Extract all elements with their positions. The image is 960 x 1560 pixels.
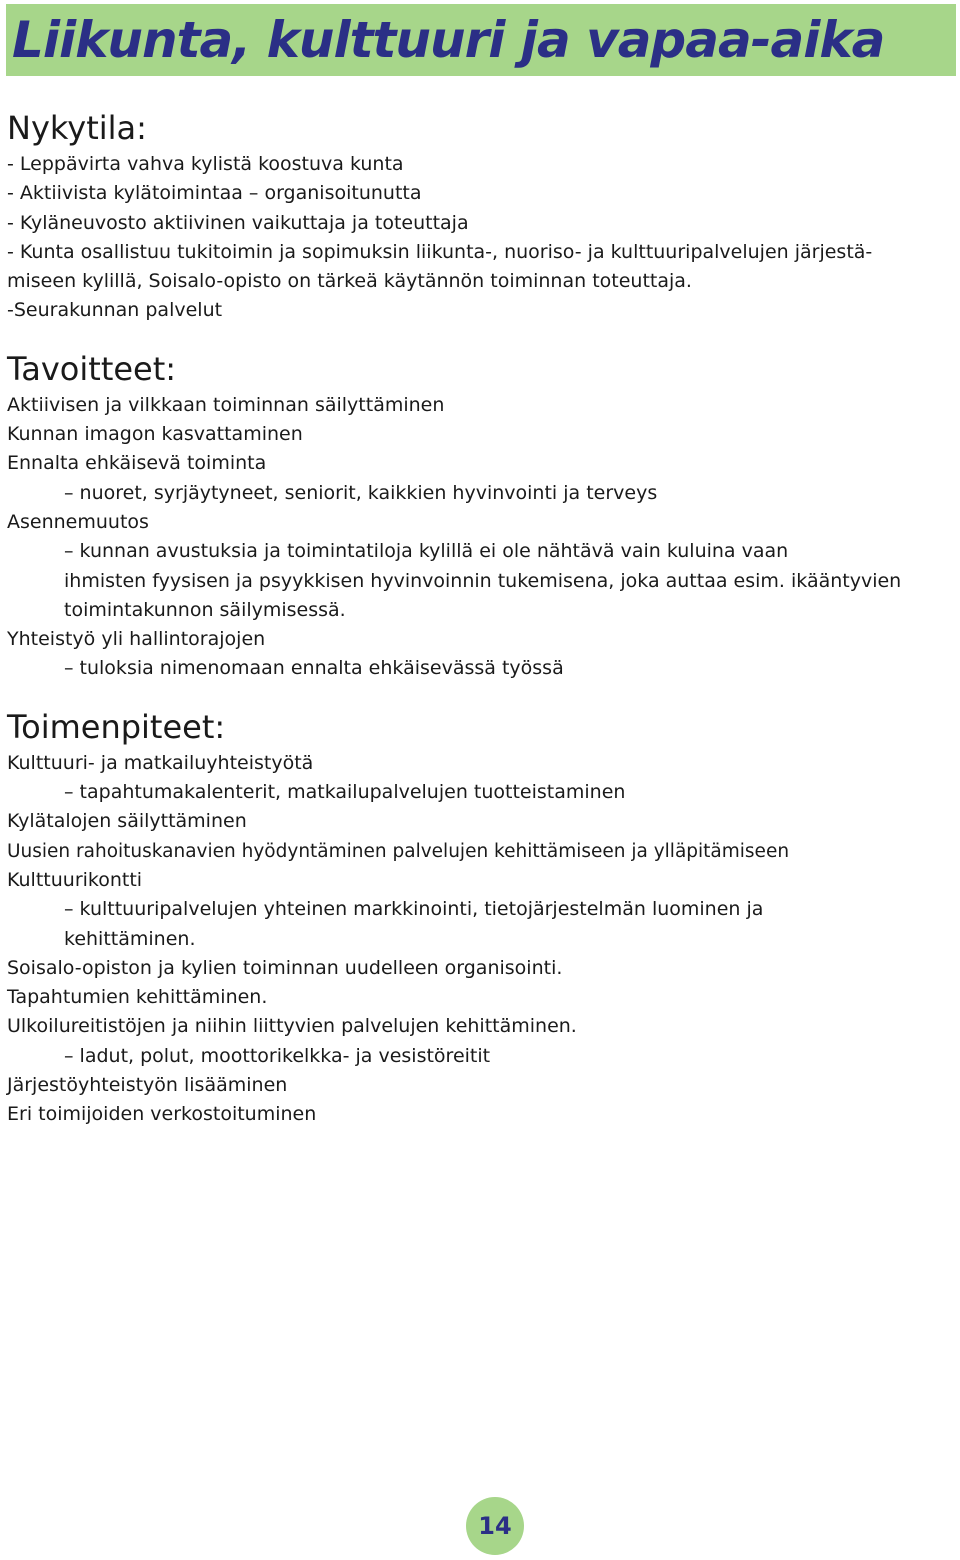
nykytila-line: - Leppävirta vahva kylistä koostuva kunta [7,153,404,175]
nykytila-line: - Kunta osallistuu tukitoimin ja sopimuksin liikunta-, nuoriso- ja kulttuuripalvelujen järjestä- [7,240,873,263]
heading-nykytila: Nykytila: [7,109,147,147]
goal-subitem: toimintakunnon säilymisessä. [64,598,346,621]
heading-tavoitteet: Tavoitteet: [7,349,177,388]
action-item: Soisalo-opiston ja kylien toiminnan uudelleen organisointi. [7,956,563,979]
action-subitem: kehittäminen. [64,927,196,950]
section-tavoitteet [7,347,957,684]
goal-item: Kunnan imagon kasvattaminen [7,423,303,446]
goal-item: Ennalta ehkäisevä toiminta [7,452,267,475]
nykytila-list [7,150,957,326]
title-band [6,4,956,76]
nykytila-line: miseen kylillä, Soisalo-opisto on tärkeä käytännön toiminnan toteuttaja. [7,270,692,293]
action-item: Kulttuuri- ja matkailuyhteistyötä [7,751,314,774]
page-number-badge [466,1497,524,1555]
nykytila-line: - Aktiivista kylätoimintaa – organisoitunutta [7,182,422,205]
heading-toimenpiteet: Toimenpiteet: [7,707,226,746]
action-item: Järjestöyhteistyön lisääminen [7,1074,288,1097]
page-title: Liikunta, kulttuuri ja vapaa-aika [12,11,885,69]
goal-item: Aktiivisen ja vilkkaan toiminnan säilyttäminen [7,393,445,416]
goal-subitem: – nuoret, syrjäytyneet, seniorit, kaikkien hyvinvointi ja terveys [64,481,658,504]
action-item: Eri toimijoiden verkostoituminen [7,1103,317,1126]
action-subitem: – ladut, polut, moottorikelkka- ja vesistöreitit [64,1044,491,1067]
nykytila-line: -Seurakunnan palvelut [7,299,223,322]
section-nykytila [7,106,957,326]
action-subitem: – kulttuuripalvelujen yhteinen markkinointi, tietojärjestelmän luominen ja [64,898,764,921]
action-item: Tapahtumien kehittäminen. [7,986,268,1009]
goal-item: Yhteistyö yli hallintorajojen [7,628,266,651]
goal-subitem: ihmisten fyysisen ja psyykkisen hyvinvoinnin tukemisena, joka auttaa esim. ikääntyvien [64,569,902,592]
goal-subitem: – tuloksia nimenomaan ennalta ehkäisevässä työssä [64,657,564,680]
action-item: Kulttuurikontti [7,868,143,891]
action-item: Ulkoilureitistöjen ja niihin liittyvien palvelujen kehittäminen. [7,1015,577,1038]
page-number: 14 [478,1512,512,1540]
goal-subitem: – kunnan avustuksia ja toimintatiloja kylillä ei ole nähtävä vain kuluina vaan [64,540,789,563]
action-subitem: – tapahtumakalenterit, matkailupalvelujen tuotteistaminen [64,781,626,804]
action-item: Uusien rahoituskanavien hyödyntäminen palvelujen kehittämiseen ja ylläpitämiseen [7,840,790,862]
goal-item: Asennemuutos [7,510,149,533]
nykytila-line: - Kyläneuvosto aktiivinen vaikuttaja ja toteuttaja [7,211,469,234]
content [7,106,957,1130]
section-toimenpiteet [7,705,957,1130]
action-item: Kylätalojen säilyttäminen [7,810,247,833]
